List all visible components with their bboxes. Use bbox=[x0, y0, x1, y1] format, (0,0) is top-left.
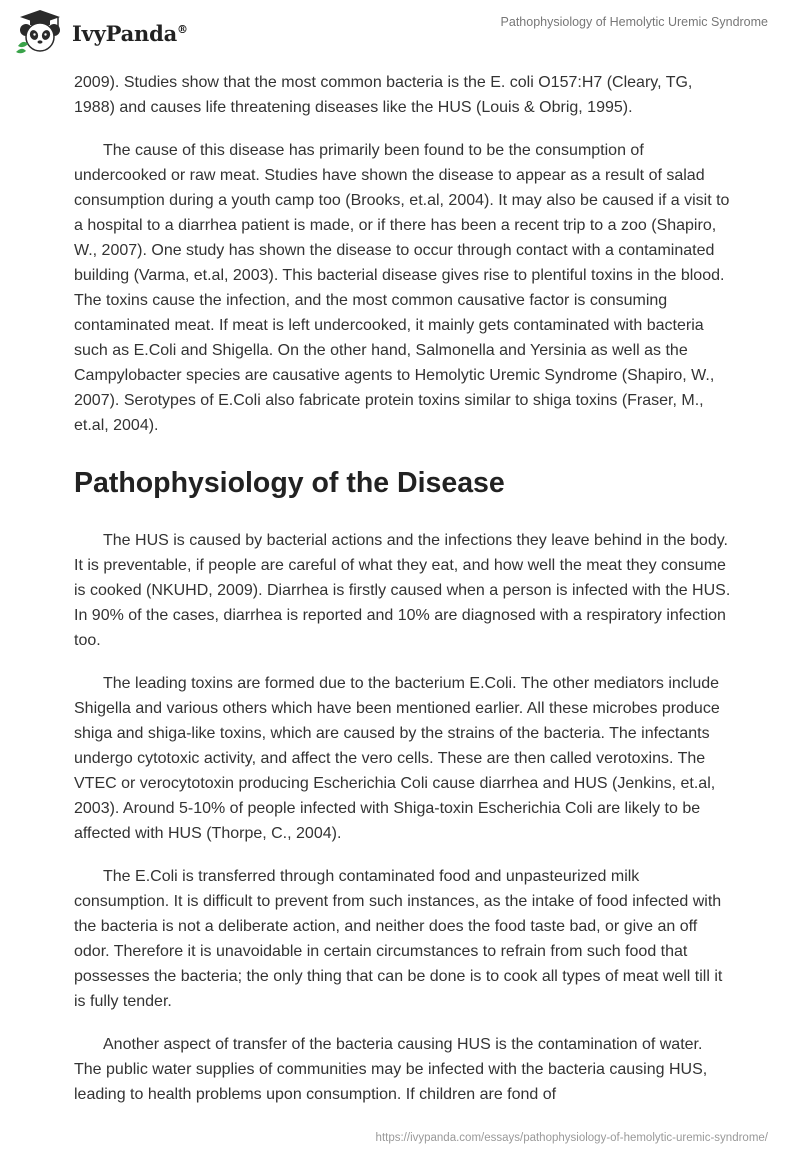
logo-text: IvyPanda® bbox=[72, 20, 188, 46]
paragraph: The E.Coli is transferred through contaminated food and unpasteurized milk consumption. It is difficult to prevent from such instances, as the intake of food infected with the bacteria is not a deliberate action, and neither does the food taste bad, or give an off odor. Therefore it is unavoidable in certain circumstances to refrain from such food that possesses the bacteria; the only thing that can be done is to cook all types of meat well till it is fully tender. bbox=[74, 868, 723, 1010]
paragraph: The cause of this disease has primarily been found to be the consumption of undercooked or raw meat. Studies have shown the disease to appear as a result of salad consumption during a youth camp too (Brooks, et.al, 2004). It may also be caused if a visit to a hospital to a diarrhea patient is made, or if there has been a recent trip to a zoo (Shapiro, W., 2007). One study has shown the disease to occur through contact with a contaminated building (Varma, et.al, 2003). This bacterial disease gives rise to plentiful toxins in the blood. The toxins cause the infection, and the most common causative factor is consuming contaminated meat. If meat is left undercooked, it mainly gets contaminated with bacteria such as E.Coli and Shigella. On the other hand, Salmonella and Yersinia as well as the Campylobacter species are causative agents to Hemolytic Uremic Syndrome (Shapiro, W., 2007). Serotypes of E.Coli also fabricate protein toxins similar to shiga toxins (Fraser, M., et.al, 2004). bbox=[74, 142, 730, 434]
page-header bbox=[0, 0, 800, 62]
section-heading: Pathophysiology of the Disease bbox=[74, 467, 505, 499]
paragraph: 2009). Studies show that the most common bacteria is the E. coli O157:H7 (Cleary, TG, 1988) and causes life threatening diseases like the HUS (Louis & Obrig, 1995). bbox=[74, 74, 693, 116]
registered-mark: ® bbox=[177, 22, 188, 36]
paragraph: The HUS is caused by bacterial actions and the infections they leave behind in the body. It is preventable, if people are careful of what they eat, and how well the meat they consume is cooked (NKUHD, 2009). Diarrhea is firstly caused when a person is infected with the HUS. In 90% of the cases, diarrhea is reported and 10% are diagnosed with a respiratory infection too. bbox=[74, 532, 731, 649]
panda-logo-icon bbox=[14, 8, 66, 54]
document-title: Pathophysiology of Hemolytic Uremic Syndrome bbox=[500, 15, 768, 29]
paragraph: Another aspect of transfer of the bacteria causing HUS is the contamination of water. The public water supplies of communities may be infected with the bacteria causing HUS, leading to health problems upon consumption. If children are fond of bbox=[74, 1036, 708, 1103]
essay-content bbox=[74, 70, 734, 1125]
source-url[interactable]: https://ivypanda.com/essays/pathophysiology-of-hemolytic-uremic-syndrome/ bbox=[375, 1132, 768, 1144]
logo[interactable] bbox=[14, 8, 188, 54]
paragraph: The leading toxins are formed due to the bacterium E.Coli. The other mediators include Shigella and various others which have been mentioned earlier. All these microbes produce shiga and shiga-like toxins, which are caused by the strains of the bacteria. The infectants undergo cytotoxic activity, and affect the vero cells. These are then called verotoxins. The VTEC or verocytotoxin producing Escherichia Coli cause diarrhea and HUS (Jenkins, et.al, 2003). Around 5-10% of people infected with Shiga-toxin Escherichia Coli are likely to be affected with HUS (Thorpe, C., 2004). bbox=[74, 675, 720, 842]
